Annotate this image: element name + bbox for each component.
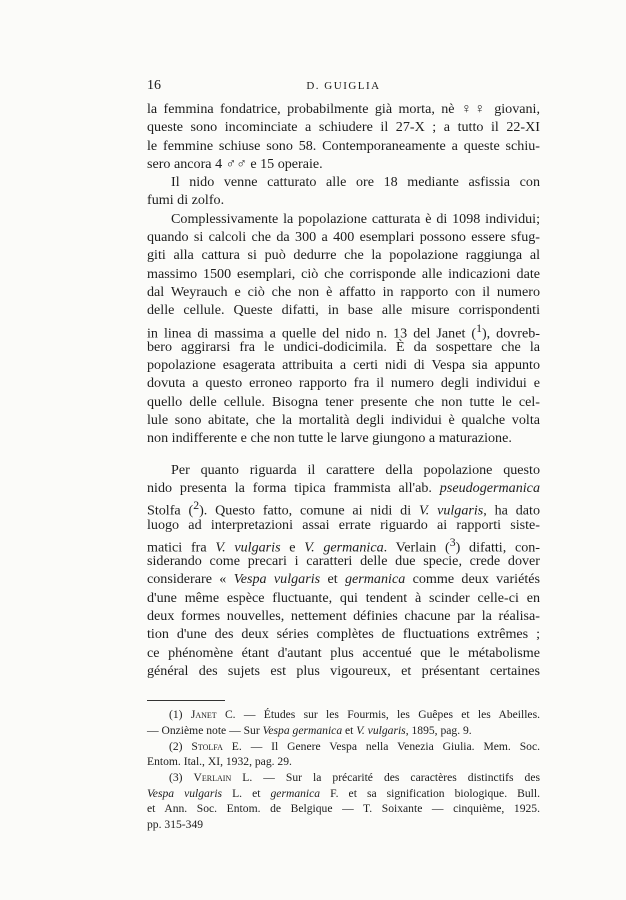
text-line: popolazione esagerata attribuita a certi nidi di Vespa sia appunto xyxy=(147,357,540,374)
text-run: matici fra xyxy=(147,539,216,556)
footnote-separator xyxy=(147,700,225,701)
italic-term: germanica xyxy=(270,786,321,800)
paragraph-gap xyxy=(147,448,540,461)
author-name: Verlain L. xyxy=(193,770,253,784)
text-run: Stolfa ( xyxy=(147,502,194,519)
text-run: et xyxy=(320,571,345,588)
footnote-line xyxy=(147,786,540,802)
italic-term: V. vulgaris xyxy=(215,539,281,556)
text-run: nido presenta la forma tipica frammista all'ab. xyxy=(147,479,440,496)
text-line: siderando come precari i caratteri delle due specie, crede dover xyxy=(147,553,540,570)
page-header xyxy=(147,78,540,98)
text-line xyxy=(147,534,540,556)
text-line: quando si calcoli che da 300 a 400 esemplari possono essere sfug- xyxy=(147,229,540,246)
text-run: in linea di massima a quelle del nido n. 13 del Janet ( xyxy=(147,325,477,342)
author-name: Janet C. xyxy=(190,708,236,722)
text-line: luogo ad interpretazioni assai errate riguardo ai rapporti siste- xyxy=(147,516,540,533)
footnote-marker: (3) xyxy=(169,770,194,784)
italic-term: Vespa germanica xyxy=(262,723,343,737)
text-run: ). Questo fatto, comune ai nidi di xyxy=(199,502,419,519)
text-line: ce phénomène étant d'autant plus accentué que le métabolisme xyxy=(147,644,540,661)
italic-term: germanica xyxy=(344,571,406,588)
text-line xyxy=(147,570,540,588)
text-line: fumi di zolfo. xyxy=(147,192,225,209)
page-number: 16 xyxy=(147,78,161,93)
footnote-line: Entom. Ital., XI, 1932, pag. 29. xyxy=(147,755,292,769)
text-line: bero aggirarsi fra le undici-dodicimila. È da sospettare che la xyxy=(147,338,540,355)
italic-term: Vespa vulgaris xyxy=(233,571,321,588)
footnote-line xyxy=(147,723,540,739)
text-line: giti alla cattura si può dedurre che la popolazione raggiunga al xyxy=(147,247,540,264)
text-line: dal Weyrauch e ciò che non è affatto in rapporto con il numero xyxy=(147,283,540,300)
text-run: considerare « xyxy=(147,571,234,588)
author-name: Stolfa E. xyxy=(191,739,242,753)
text-line: lule sono abitate, che la mortalità degli individui è qualche volta xyxy=(147,412,540,429)
body-text xyxy=(147,100,540,833)
text-line xyxy=(147,479,540,497)
footnote-line: pp. 315-349 xyxy=(147,818,204,832)
footnotes xyxy=(147,707,540,833)
text-line: général des sujets est plus vigoureux, et présentant certaines xyxy=(147,662,540,679)
text-line: le femmine schiuse sono 58. Contemporaneamente a queste schiu- xyxy=(147,137,540,154)
text-run: et xyxy=(342,723,357,737)
text-line: massimo 1500 esemplari, ciò che corrisponde alle indicazioni date xyxy=(147,265,540,282)
text-run: , 1895, pag. 9. xyxy=(405,723,472,737)
text-line: Il nido venne catturato alle ore 18 mediante asfissia con xyxy=(171,174,540,191)
text-line: sero ancora 4 ♂♂ e 15 operaie. xyxy=(147,155,323,172)
text-run: . Verlain ( xyxy=(383,539,450,556)
text-line: deux formes nouvelles, nettement définies chacune par la réalisa- xyxy=(147,608,540,625)
text-run: — Onzième note — Sur xyxy=(147,723,263,737)
text-line: non indifferente e che non tutte le larve giungono a maturazione. xyxy=(147,430,512,447)
text-line: la femmina fondatrice, probabilmente già morta, nè ♀♀ giovani, xyxy=(147,101,540,117)
footnote-line xyxy=(147,707,540,723)
text-run: — Il Genere Vespa nella Venezia Giulia. Mem. Soc. xyxy=(241,739,540,753)
text-run: F. et sa signification biologique. Bull. xyxy=(320,786,540,800)
text-line: tion d'une des deux séries complètes de fluctuations extrêmes ; xyxy=(147,626,540,643)
footnote-line xyxy=(147,770,540,786)
italic-term: V. vulgaris xyxy=(356,723,406,737)
text-line: delle cellule. Queste difatti, in base alle misure corrispondenti xyxy=(147,302,540,319)
text-run: — Études sur les Fourmis, les Guêpes et les Abeilles. xyxy=(235,708,540,722)
footnote-line: et Ann. Soc. Entom. de Belgique — T. Soixante — cinquième, 1925. xyxy=(147,802,540,816)
italic-term: V. vulgaris xyxy=(418,502,484,519)
text-line: Per quanto riguarda il carattere della popolazione questo xyxy=(171,461,540,478)
text-run: — Sur la précarité des caractères distinctifs des xyxy=(252,770,540,784)
text-run: ) difatti, con- xyxy=(455,539,540,556)
italic-term: pseudogermanica xyxy=(439,479,540,496)
text-line xyxy=(147,497,540,519)
text-line: queste sono incominciate a schiudere il 27-X ; a tutto il 22-XI xyxy=(147,119,540,136)
footnote-marker: (2) xyxy=(169,739,192,753)
text-line: quello delle cellule. Bisogna tener presente che non tutte le cel- xyxy=(147,393,540,410)
footnote-ref: 1 xyxy=(476,321,482,335)
text-line: d'une même espèce fluctuante, qui tendent à scinder celle-ci en xyxy=(147,589,540,606)
footnote-line xyxy=(147,739,540,755)
italic-term: Vespa vulgaris xyxy=(147,786,223,800)
text-run: ), dovreb- xyxy=(481,325,540,342)
text-run: L. et xyxy=(222,786,271,800)
text-run: comme deux variétés xyxy=(405,571,540,588)
footnote-marker: (1) xyxy=(169,708,191,722)
text-run: , ha dato xyxy=(483,502,540,519)
footnote-ref: 3 xyxy=(449,535,456,549)
footnote-ref: 2 xyxy=(193,499,200,513)
text-run: e xyxy=(280,539,305,556)
running-head: D. GUIGLIA xyxy=(306,80,381,92)
italic-term: V. germanica xyxy=(304,539,384,556)
text-line xyxy=(147,320,540,342)
text-line: Complessivamente la popolazione catturata è di 1098 individui; xyxy=(171,210,540,227)
text-line: dovuta a questo erroneo rapporto fra il numero degli individui e xyxy=(147,375,540,392)
